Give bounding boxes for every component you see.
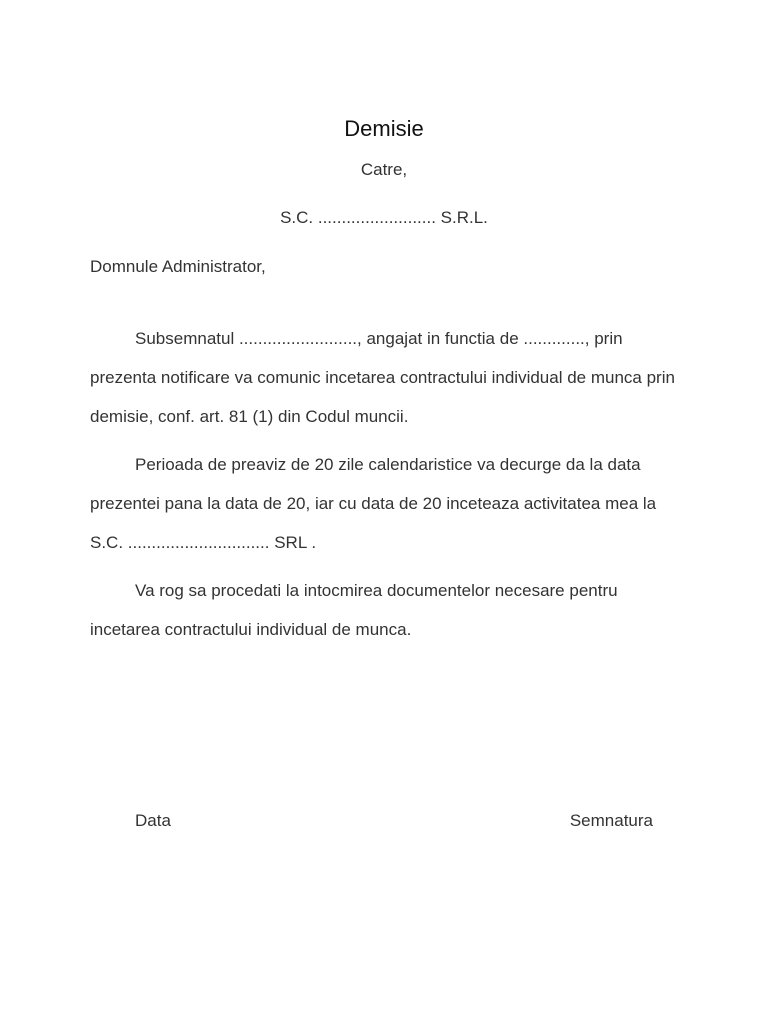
paragraph-resignation-notice: Subsemnatul ........................., angajat in functia de ............., prin prezenta notificare va comunic incetarea contractului individual de munca prin demisie, conf. art. 81 (1) din Codul muncii. — [90, 329, 675, 426]
document-title: Demisie — [344, 116, 424, 141]
signature-label: Semnatura — [569, 811, 653, 830]
salutation: Domnule Administrator, — [90, 257, 266, 276]
recipient-line: Catre, — [360, 160, 408, 179]
paragraph-request: Va rog sa procedati la intocmirea documentelor necesare pentru incetarea contractului individual de munca. — [90, 581, 618, 639]
company-line: S.C. ......................... S.R.L. — [280, 208, 488, 227]
date-label: Data — [135, 811, 171, 830]
paragraph-notice-period: Perioada de preaviz de 20 zile calendaristice va decurge da la data prezentei pana la data de 20, iar cu data de 20 inceteaza activitatea mea la S.C. .............................. SRL . — [90, 455, 657, 552]
